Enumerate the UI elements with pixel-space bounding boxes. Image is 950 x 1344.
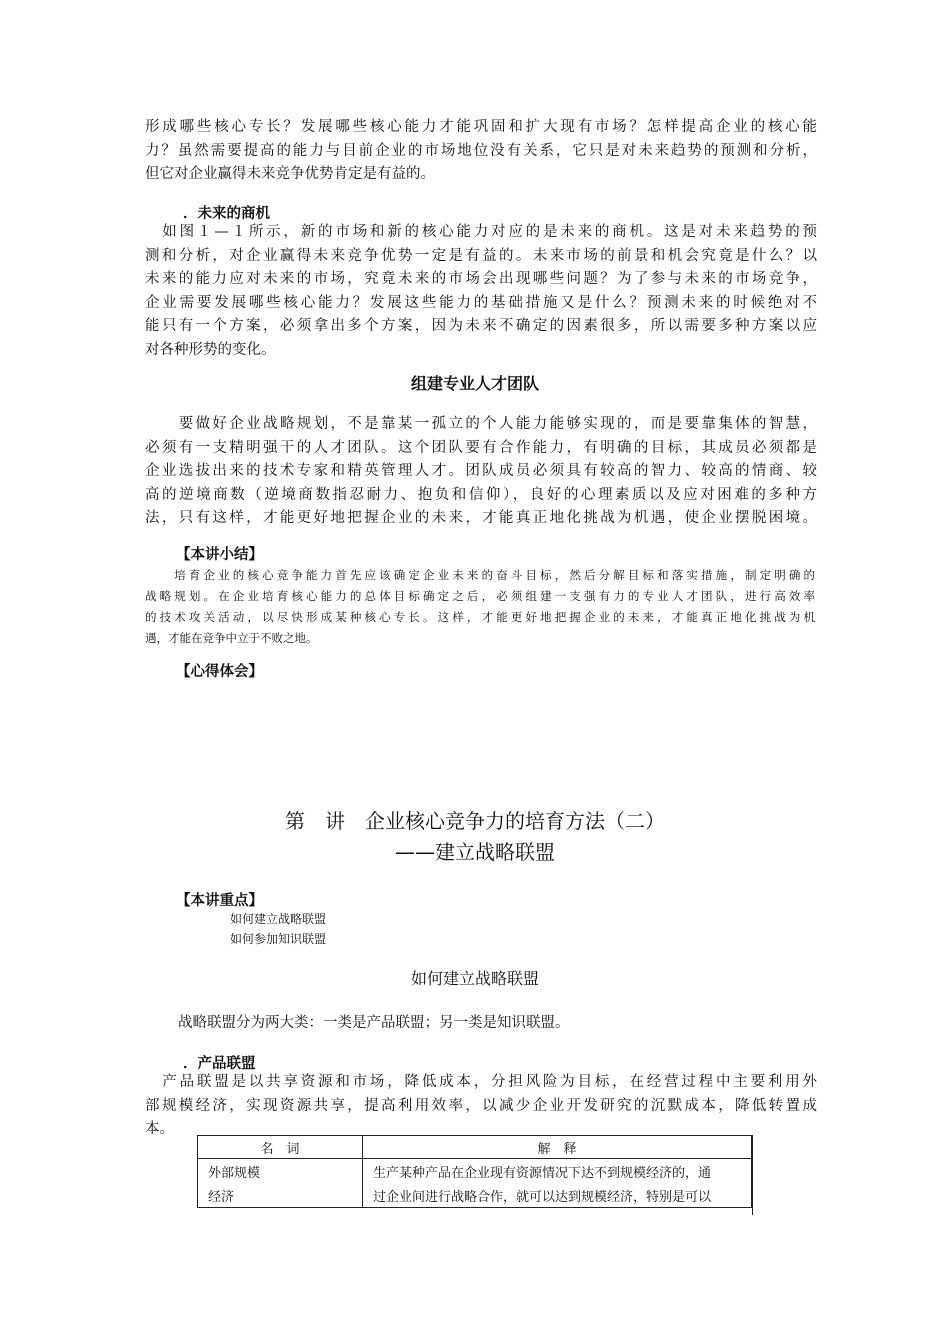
reflection-heading: 【心得体会】	[176, 664, 263, 680]
text-line: 的技术攻关活动，以尽快形成某种核心专长。这样，才能更好地把握企业的未来，才能真正地化挑战为机	[145, 610, 815, 624]
text-line: 部规模经济，实现资源共享，提高利用效率，以减少企业开发研究的沉默成本，降低转置成	[145, 1097, 817, 1114]
key-points-heading: 【本讲重点】	[176, 893, 263, 909]
text-line: 企业选拔出来的技术专家和精英管理人才。团队成员必须具有较高的智力、较高的情商、较	[145, 463, 817, 479]
term-cell: 经济	[198, 1183, 363, 1208]
product-alliance-heading: ．产品联盟	[183, 1056, 256, 1072]
table-double-border	[752, 1135, 755, 1215]
text-line: 要做好企业战略规划，不是靠某一孤立的个人能力能够实现的，而是要靠集体的智慧，	[145, 416, 817, 432]
text-line: 但它对企业赢得未来竞争优势肯定是有益的。	[145, 166, 435, 182]
summary-heading: 【本讲小结】	[176, 547, 263, 563]
table-row	[198, 1183, 752, 1208]
column-header-explanation: 解 释	[363, 1136, 752, 1159]
text-line: 如图１—１所示，新的市场和新的核心能力对应的是未来的商机。这是对未来趋势的预	[145, 224, 817, 240]
explanation-cell: 过企业间进行战略合作，就可以达到规模经济，特别是可以	[363, 1183, 752, 1208]
lecture-title: 第 讲 企业核心竞争力的培育方法（二）	[285, 809, 665, 833]
text-line: 测和分析，对企业赢得未来竞争优势一定是有益的。未来市场的前景和机会究竟是什么？以	[145, 247, 817, 264]
future-opportunity-heading: ．未来的商机	[183, 206, 270, 222]
summary-paragraph	[145, 565, 815, 649]
team-section-paragraph	[145, 413, 817, 531]
text-line: 培育企业的核心竞争能力首先应该确定企业未来的奋斗目标，然后分解目标和落实措施，制定明确的	[145, 568, 815, 582]
table-header-row	[198, 1136, 752, 1159]
alliance-intro: 战略联盟分为两大类：一类是产品联盟；另一类是知识联盟。	[178, 1015, 570, 1031]
text-line: 产品联盟是以共享资源和市场，降低成本，分担风险为目标，在经营过程中主要利用外	[145, 1074, 817, 1090]
text-line: 高的逆境商数（逆境商数指忍耐力、抱负和信仰），良好的心理素质以及应对困难的多种方	[145, 486, 817, 503]
text-line: 企业需要发展哪些核心能力？发展这些能力的基础措施又是什么？预测未来的时候绝对不	[145, 294, 817, 311]
explanation-cell: 生产某种产品在企业现有资源情况下达不到规模经济的，通	[363, 1159, 752, 1184]
text-line: 法，只有这样，才能更好地把握企业的未来，才能真正地化挑战为机遇，使企业摆脱困境。	[145, 510, 817, 526]
table-row	[198, 1159, 752, 1184]
key-point-item: 如何建立战略联盟	[230, 912, 327, 926]
text-line: 对各种形势的变化。	[145, 341, 276, 358]
team-section-title: 组建专业人才团队	[410, 374, 539, 393]
text-line: 力？虽然需要提高的能力与目前企业的市场地位没有关系，它只是对未来趋势的预测和分析，	[145, 142, 817, 159]
text-line: 战略规划。在企业培育核心能力的总体目标确定之后，必须组建一支强有力的专业人才团队，进行高效率	[145, 589, 815, 603]
text-line: 本。	[145, 1121, 174, 1137]
key-points-list	[230, 909, 326, 949]
future-opportunity-paragraph	[145, 221, 817, 362]
text-line: 形成哪些核心专长？发展哪些核心能力才能巩固和扩大现有市场？怎样提高企业的核心能	[145, 119, 817, 135]
alliance-section-title: 如何建立战略联盟	[410, 969, 539, 988]
text-line: 未来的能力应对未来的市场，究竟未来的市场会出现哪些问题？为了参与未来的市场竞争，	[145, 271, 817, 287]
text-line: 能只有一个方案，必须拿出多个方案，因为未来不确定的因素很多，所以需要多种方案以应	[145, 318, 817, 334]
key-point-item: 如何参加知识联盟	[230, 932, 327, 946]
intro-paragraph	[145, 116, 817, 187]
text-line: 必须有一支精明强干的人才团队。这个团队要有合作能力，有明确的目标，其成员必须都是	[145, 439, 817, 456]
terms-table	[197, 1135, 752, 1208]
text-line: 遇，才能在竞争中立于不败之地。	[145, 631, 318, 645]
lecture-subtitle: ——建立战略联盟	[395, 840, 555, 864]
column-header-term: 名 词	[198, 1136, 363, 1159]
term-cell: 外部规模	[198, 1159, 363, 1184]
product-alliance-paragraph	[145, 1071, 817, 1142]
